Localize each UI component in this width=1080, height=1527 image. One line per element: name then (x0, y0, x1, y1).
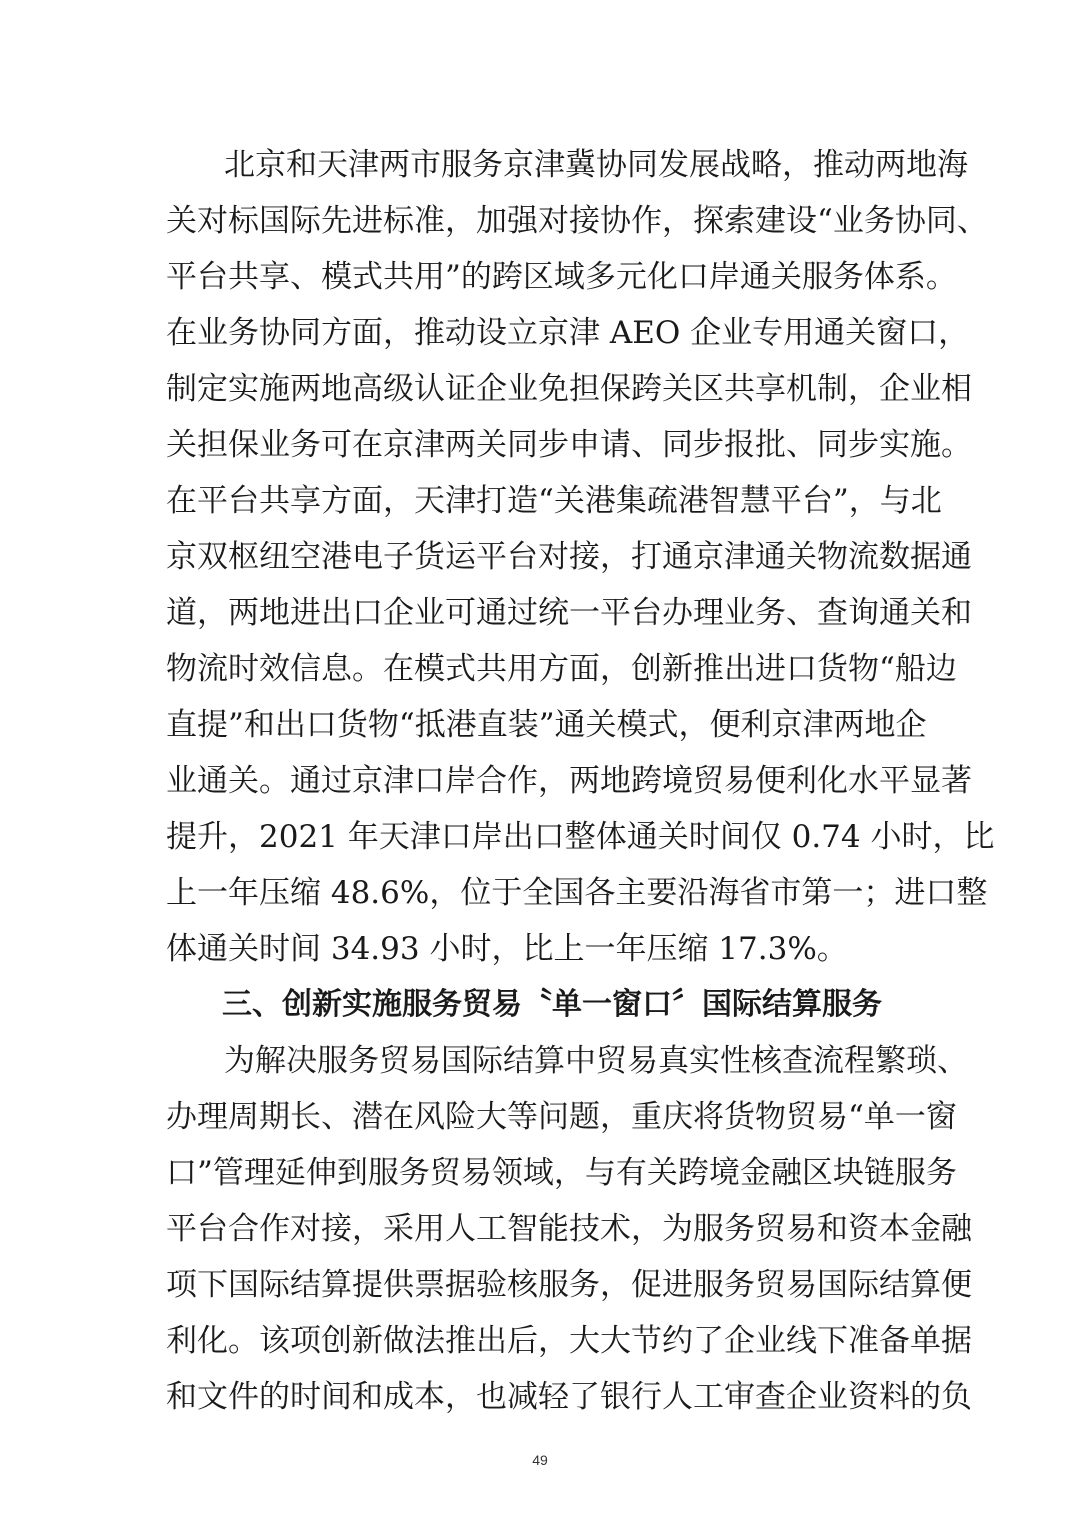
text-line: 北京和天津两市服务京津冀协同发展战略，推动两地海 (224, 147, 968, 183)
text-line: 办理周期长、潜在风险大等问题，重庆将货物贸易“单一窗 (166, 1099, 957, 1135)
text-line: 利化。该项创新做法推出后，大大节约了企业线下准备单据 (166, 1323, 972, 1359)
text-line: 平台合作对接，采用人工智能技术，为服务贸易和资本金融 (166, 1211, 972, 1247)
text-line: 体通关时间 34.93 小时，比上一年压缩 17.3%。 (166, 931, 848, 967)
text-line: 在业务协同方面，推动设立京津 AEO 企业专用通关窗口， (166, 315, 970, 351)
text-line: 为解决服务贸易国际结算中贸易真实性核查流程繁琐、 (224, 1043, 968, 1079)
text-line: 项下国际结算提供票据验核服务，促进服务贸易国际结算便 (166, 1267, 972, 1303)
text-line: 物流时效信息。在模式共用方面，创新推出进口货物“船边 (166, 651, 957, 687)
page-number: 49 (532, 1452, 548, 1468)
text-line: 上一年压缩 48.6%，位于全国各主要沿海省市第一；进口整 (166, 875, 988, 911)
text-line: 和文件的时间和成本，也减轻了银行人工审查企业资料的负 (166, 1379, 972, 1415)
text-line: 口”管理延伸到服务贸易领域，与有关跨境金融区块链服务 (166, 1155, 957, 1191)
text-line: 关担保业务可在京津两关同步申请、同步报批、同步实施。 (166, 427, 972, 463)
text-line: 业通关。通过京津口岸合作，两地跨境贸易便利化水平显著 (166, 763, 972, 799)
text-line: 直提”和出口货物“抵港直装”通关模式，便利京津两地企 (166, 707, 927, 743)
text-line: 提升，2021 年天津口岸出口整体通关时间仅 0.74 小时，比 (166, 819, 995, 855)
text-line: 京双枢纽空港电子货运平台对接，打通京津通关物流数据通 (166, 539, 972, 575)
text-line: 平台共享、模式共用”的跨区域多元化口岸通关服务体系。 (166, 259, 957, 295)
text-line: 在平台共享方面，天津打造“关港集疏港智慧平台”，与北 (166, 483, 942, 519)
section-heading: 三、创新实施服务贸易〝单一窗口〞国际结算服务 (222, 987, 882, 1022)
text-line: 关对标国际先进标准，加强对接协作，探索建设“业务协同、 (166, 203, 988, 239)
text-line: 制定实施两地高级认证企业免担保跨关区共享机制，企业相 (166, 371, 972, 407)
text-line: 道，两地进出口企业可通过统一平台办理业务、查询通关和 (166, 595, 972, 631)
